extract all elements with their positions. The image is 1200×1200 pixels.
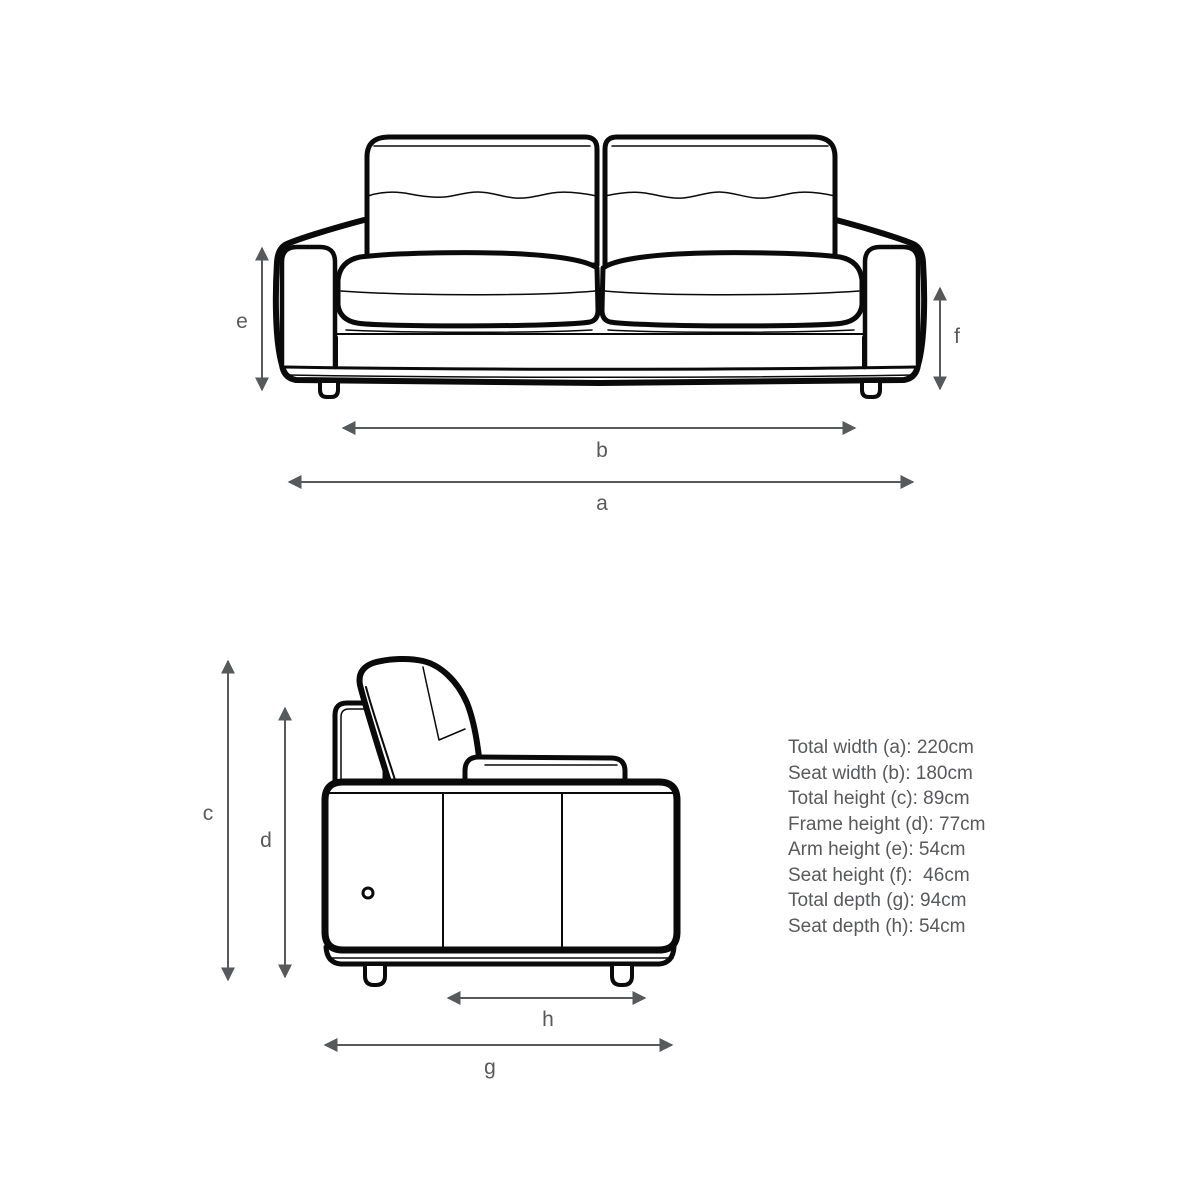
spec-line-arm-height: Arm height (e): 54cm — [788, 839, 966, 860]
dim-label-a: a — [596, 492, 608, 515]
spec-line-seat-height: Seat height (f): 46cm — [788, 864, 970, 886]
dimensions-list — [788, 735, 985, 939]
dim-label-f: f — [954, 325, 960, 348]
dim-label-b: b — [596, 439, 608, 462]
dim-label-g: g — [484, 1056, 496, 1079]
spec-line-frame-height: Frame height (d): 77cm — [788, 813, 986, 835]
dim-label-e: e — [236, 310, 248, 333]
spec-line-seat-depth: Seat depth (h): 54cm — [788, 915, 966, 937]
dim-label-c: c — [202, 802, 214, 825]
spec-line-seat-width: Seat width (b): 180cm — [788, 762, 973, 784]
spec-line-total-depth: Total depth (g): 94cm — [788, 890, 967, 911]
dim-label-h: h — [542, 1008, 554, 1031]
spec-line-total-width: Total width (a): 220cm — [788, 737, 974, 758]
dim-label-d: d — [260, 829, 272, 852]
spec-line-total-height: Total height (c): 89cm — [788, 788, 970, 809]
